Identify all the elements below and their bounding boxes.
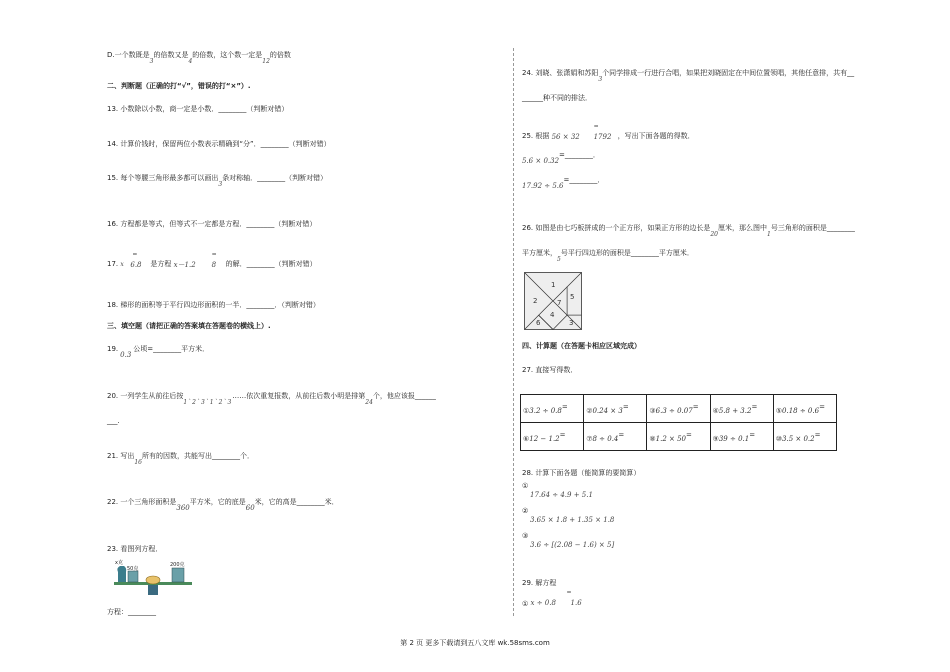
balance-scale-image <box>112 558 196 598</box>
question-16: 16. 方程都是等式，但等式不一定都是方程．________（判断对错） <box>107 220 317 228</box>
option-d: D.一个数既是3的倍数又是4的倍数，这个数一定是12的倍数 <box>107 51 291 65</box>
tangram-label-4: 4 <box>550 311 555 319</box>
x-gram-label: x克 <box>115 560 123 566</box>
scale-dial <box>146 576 160 584</box>
question-15: 15. 每个等腰三角形最多都可以画出3条对称轴．________（判断对错） <box>107 174 328 188</box>
weight-50-box <box>128 571 138 582</box>
table-cell: ①3.2 ÷ 0.8= <box>521 395 584 423</box>
question-24-cont: ______种不同的排法． <box>522 94 592 102</box>
table-cell: ④5.8 + 3.2= <box>710 395 773 423</box>
section-3-heading: 三、填空题（请把正确的答案填在答题卷的横线上）. <box>107 322 271 330</box>
table-cell: ⑩3.5 × 0.2= <box>773 423 836 451</box>
weight-200-box <box>172 568 184 582</box>
table-cell: ②0.24 × 3= <box>584 395 647 423</box>
question-25: 25. 根据 = 56 × 32 1792 ，写出下面各题的得数． <box>522 123 695 141</box>
page-footer: 第 2 页 更多下载请到五八文库 wk.58sms.com <box>400 639 550 647</box>
tangram-label-2: 2 <box>533 297 538 305</box>
tangram-label-6: 6 <box>536 319 541 327</box>
tangram-label-1: 1 <box>551 281 556 289</box>
question-28-item-2: ② 3.65 × 1.8 + 1.35 × 1.8 <box>522 507 615 524</box>
mental-math-table <box>520 394 837 451</box>
table-cell: ⑦8 ÷ 0.4= <box>584 423 647 451</box>
table-row <box>521 423 837 451</box>
question-19: 19.0.3公顷=________平方米． <box>107 345 210 359</box>
question-25-item-1: 5.6 × 0.32=________． <box>522 151 600 165</box>
question-18: 18. 梯形的面积等于平行四边形面积的一半．________．（判断对错） <box>107 301 320 309</box>
question-13: 13. 小数除以小数，商一定是小数．________（判断对错） <box>107 105 289 113</box>
table-row <box>521 395 837 423</box>
question-23: 23. 看图列方程． <box>107 545 163 553</box>
question-21: 21. 写出16所有的因数，共能写出________个． <box>107 452 254 466</box>
column-divider <box>513 48 514 616</box>
section-4-heading: 四、计算题（在答题卡相应区域完成） <box>522 342 641 350</box>
question-28-item-1: ① 17.64 ÷ 4.9 + 5.1 <box>522 482 593 499</box>
tangram-figure <box>524 272 582 330</box>
tangram-label-3: 3 <box>569 319 574 327</box>
table-cell: ⑤0.18 ÷ 0.6= <box>773 395 836 423</box>
question-17: 17. = x 6.8 是方程 = x－1.2 8 的解．________（判断对错） <box>107 251 317 269</box>
question-24: 24. 刘晓、张潇娟和苏阳3个同学排成一行进行合唱，如果把刘晓固定在中间位置领唱，其他任意排，共有__ <box>522 69 855 83</box>
question-29-item-1: ① = x ÷ 0.8 1.6 <box>522 589 582 608</box>
question-20-cont: ___. <box>107 417 120 425</box>
question-22: 22. 一个三角形面积是360平方米，它的底是60米，它的高是________米． <box>107 498 339 512</box>
fifty-gram-label: 50克 <box>127 566 139 572</box>
question-20: 20. 一列学生从前往后按1`2`3`1`2`3……依次重复报数，从前往后数小明是排第24个，他应该报______ <box>107 392 436 406</box>
question-27: 27. 直接写得数． <box>522 366 578 374</box>
question-14: 14. 计算价钱时，保留两位小数表示精确到“分”．________（判断对错） <box>107 140 331 148</box>
table-cell: ③6.3 ÷ 0.07= <box>647 395 710 423</box>
tangram-label-7: 7 <box>557 299 562 307</box>
table-cell: ⑥12 − 1.2= <box>521 423 584 451</box>
scale-base <box>148 585 158 595</box>
question-23-equation: 方程：________ <box>107 608 156 616</box>
vase-shape <box>117 566 126 582</box>
tangram-label-5: 5 <box>570 293 575 301</box>
question-28-item-3: ③ 3.6 ÷ [(2.08 − 1.6) × 5] <box>522 532 615 549</box>
table-cell: ⑨39 ÷ 0.1= <box>710 423 773 451</box>
question-26: 26. 如图是由七巧板拼成的一个正方形，如果正方形的边长是20厘米，那么图中1号三角形的面积是________ <box>522 224 855 238</box>
table-cell: ⑧1.2 × 50= <box>647 423 710 451</box>
question-26-cont: 平方厘米，5号平行四边形的面积是________平方厘米． <box>522 249 694 263</box>
two-hundred-gram-label: 200克 <box>170 562 185 568</box>
question-25-item-2: 17.92 ÷ 5.6=________． <box>522 176 605 190</box>
question-29: 29. 解方程 <box>522 579 557 587</box>
section-2-heading: 二、判断题（正确的打“√”，错误的打“×”）. <box>107 82 251 90</box>
question-28: 28. 计算下面各题（能简算的要简算） <box>522 469 641 477</box>
